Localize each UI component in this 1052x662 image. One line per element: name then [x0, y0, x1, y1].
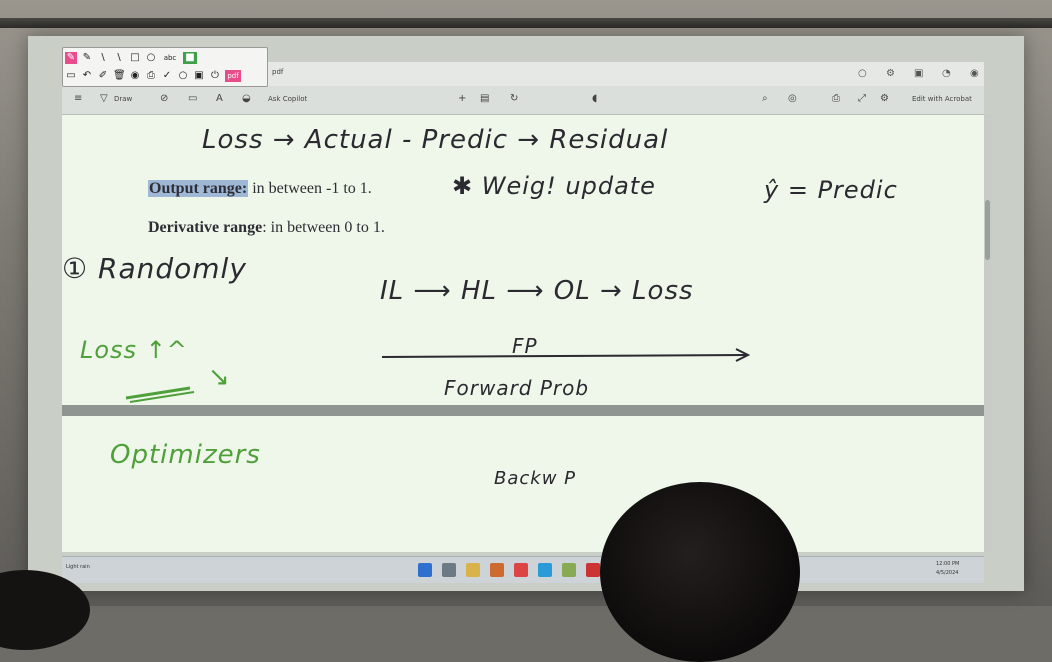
weather-widget[interactable]: Light rain: [66, 564, 90, 570]
pdf-scrollbar-thumb[interactable]: [985, 200, 990, 260]
app-icon[interactable]: [490, 563, 504, 577]
green-underline-stroke: [126, 388, 190, 398]
eraser-icon[interactable]: ✐: [98, 70, 108, 81]
ask-copilot-button[interactable]: Ask Copilot: [268, 95, 308, 103]
save-icon[interactable]: ◎: [788, 93, 797, 104]
loss-increase-handwriting: Loss ↑^: [80, 336, 188, 364]
fp-handwriting: FP: [512, 334, 538, 358]
clock-date[interactable]: 4/5/2024: [936, 570, 959, 576]
profile-icon[interactable]: ◔: [942, 68, 951, 79]
file-explorer-icon[interactable]: [466, 563, 480, 577]
text-tool-icon[interactable]: abc: [163, 54, 177, 62]
tab-title[interactable]: pdf: [272, 68, 284, 76]
camera-icon[interactable]: ◉: [130, 70, 140, 81]
start-icon[interactable]: [418, 563, 432, 577]
forward-prop-handwriting: Forward Prob: [444, 376, 590, 400]
randomly-handwriting: ① Randomly: [62, 252, 247, 285]
y-hat-handwriting: ŷ = Predic: [764, 176, 898, 204]
text-icon[interactable]: A: [216, 93, 223, 104]
chrome-icon[interactable]: [514, 563, 528, 577]
ellipse-tool-icon[interactable]: ○: [146, 52, 156, 63]
whiteboard-icon[interactable]: ▭: [66, 70, 76, 81]
undo-icon[interactable]: ↶: [82, 70, 92, 81]
windows-taskbar: [62, 556, 984, 583]
edge-icon[interactable]: [538, 563, 552, 577]
read-aloud-icon[interactable]: ◖: [592, 93, 598, 104]
draw-button[interactable]: Draw: [114, 95, 133, 103]
settings-icon[interactable]: ⚙: [886, 68, 895, 79]
zoom-in-button[interactable]: +: [458, 93, 467, 104]
pen-tool-icon[interactable]: ✎: [66, 52, 76, 63]
derivative-range-text: : in between 0 to 1.: [262, 219, 385, 236]
network-flow-handwriting: IL ⟶ HL ⟶ OL → Loss: [380, 276, 694, 306]
power-icon[interactable]: ⏻: [211, 70, 219, 81]
print-icon[interactable]: ⎙: [832, 93, 840, 104]
derivative-range-label: Derivative range: [148, 219, 263, 236]
green-arrow-handwriting: ↘: [208, 362, 231, 392]
panel-icon[interactable]: ▣: [194, 70, 204, 81]
app-icon[interactable]: [562, 563, 576, 577]
search-icon[interactable]: [442, 563, 456, 577]
settings-icon[interactable]: ⚙: [880, 93, 889, 104]
pdf-scrollbar[interactable]: [984, 115, 992, 552]
pencil-tool-icon[interactable]: ✎: [82, 52, 92, 63]
erase-icon[interactable]: ⊘: [160, 93, 169, 104]
optimizers-handwriting: Optimizers: [110, 440, 261, 470]
print-icon[interactable]: ⎙: [147, 70, 155, 81]
circle-icon[interactable]: ○: [178, 70, 188, 81]
line-tool-icon[interactable]: \: [101, 52, 105, 63]
share-icon[interactable]: ⤢: [858, 93, 866, 104]
app-icon[interactable]: [586, 563, 600, 577]
trash-icon[interactable]: 🗑: [113, 70, 126, 81]
page-view-icon[interactable]: ▭: [188, 93, 198, 104]
edit-with-acrobat-button[interactable]: Edit with Acrobat: [912, 95, 972, 103]
audience-head: [600, 482, 800, 662]
output-range-text: in between -1 to 1.: [248, 180, 372, 197]
back-prop-handwriting: Backw P: [494, 468, 576, 489]
color-swatch-icon[interactable]: ■: [183, 52, 197, 64]
draw-icon[interactable]: ▽: [100, 93, 108, 104]
weight-update-handwriting: ✱ Weig! update: [452, 172, 656, 200]
pdf-icon[interactable]: pdf: [225, 70, 241, 82]
search-icon[interactable]: ⌕: [762, 93, 768, 104]
fit-page-icon[interactable]: ▤: [480, 93, 490, 104]
output-range-label: Output range:: [149, 180, 248, 197]
circle-icon[interactable]: ○: [858, 68, 867, 79]
forward-arrow-line: [382, 355, 746, 357]
menu-icon[interactable]: ≡: [74, 93, 83, 104]
browser-logo-icon[interactable]: ◉: [970, 68, 979, 79]
arrow-tool-icon[interactable]: \: [117, 52, 121, 63]
check-icon[interactable]: ✓: [162, 70, 172, 81]
rotate-icon[interactable]: ↻: [510, 93, 519, 104]
rectangle-tool-icon[interactable]: □: [130, 52, 140, 63]
highlight-icon[interactable]: ◒: [242, 93, 251, 104]
clock-time[interactable]: 12:00 PM: [936, 561, 960, 567]
extensions-icon[interactable]: ▣: [914, 68, 924, 79]
loss-definition-handwriting: Loss → Actual - Predic → Residual: [202, 125, 669, 155]
